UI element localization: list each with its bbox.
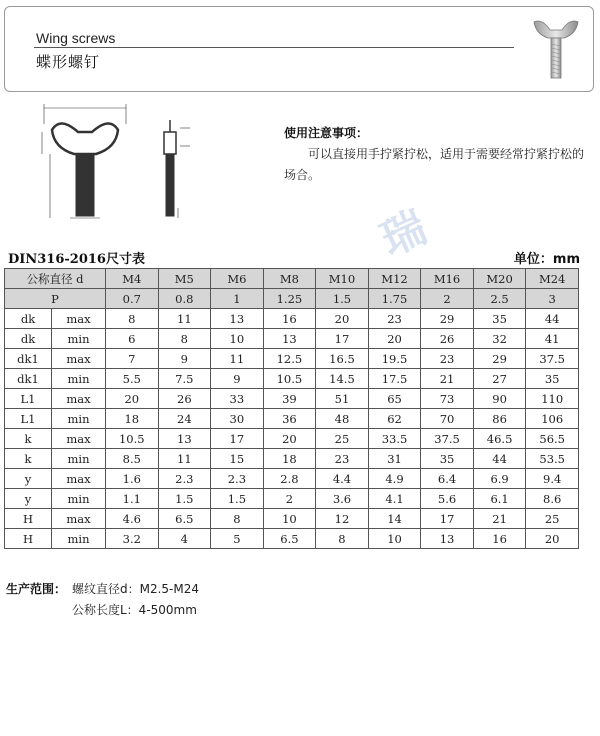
table-cell: 5.6 [421, 489, 474, 509]
table-cell: 15 [211, 449, 264, 469]
table-row [5, 529, 579, 549]
usage-notes-body: 可以直接用手拧紧拧松，适用于需要经常拧紧拧松的场合。 [284, 147, 585, 182]
pitch-value: 1.25 [263, 289, 316, 309]
table-cell: 25 [526, 509, 579, 529]
row-param-label: dk1 [5, 349, 52, 369]
pitch-value: 0.8 [158, 289, 211, 309]
table-cell: 62 [368, 409, 421, 429]
table-cell: 14 [368, 509, 421, 529]
table-cell: 37.5 [421, 429, 474, 449]
row-bound-label: min [52, 449, 106, 469]
table-cell: 17 [316, 329, 369, 349]
row-param-label: k [5, 449, 52, 469]
watermark-text: 瑞 [373, 201, 435, 267]
table-cell: 3.6 [316, 489, 369, 509]
table-cell: 36 [263, 409, 316, 429]
table-cell: 41 [526, 329, 579, 349]
table-cell: 17 [421, 509, 474, 529]
table-cell: 2.8 [263, 469, 316, 489]
table-cell: 44 [526, 309, 579, 329]
nominal-length-range: 公称长度L：4-500mm [72, 603, 197, 617]
table-cell: 23 [316, 449, 369, 469]
table-cell: 7.5 [158, 369, 211, 389]
row-bound-label: max [52, 429, 106, 449]
table-cell: 16 [473, 529, 526, 549]
table-cell: 33 [211, 389, 264, 409]
table-cell: 24 [158, 409, 211, 429]
table-cell: 20 [316, 309, 369, 329]
table-cell: 10 [263, 509, 316, 529]
table-cell: 26 [158, 389, 211, 409]
table-cell: 46.5 [473, 429, 526, 449]
table-cell: 8 [158, 329, 211, 349]
table-cell: 1.6 [106, 469, 159, 489]
table-cell: 35 [421, 449, 474, 469]
header-nominal-diameter: 公称直径 d [5, 269, 106, 289]
row-bound-label: max [52, 469, 106, 489]
table-cell: 106 [526, 409, 579, 429]
table-cell: 29 [473, 349, 526, 369]
row-param-label: y [5, 489, 52, 509]
table-cell: 56.5 [526, 429, 579, 449]
pitch-value: 1 [211, 289, 264, 309]
pitch-value: 3 [526, 289, 579, 309]
header-size-m12: M12 [368, 269, 421, 289]
table-cell: 6.5 [263, 529, 316, 549]
table-cell: 16 [263, 309, 316, 329]
table-cell: 44 [473, 449, 526, 469]
table-cell: 6.5 [158, 509, 211, 529]
table-cell: 48 [316, 409, 369, 429]
table-cell: 18 [106, 409, 159, 429]
table-cell: 11 [211, 349, 264, 369]
table-cell: 23 [368, 309, 421, 329]
pitch-value: 1.75 [368, 289, 421, 309]
header-size-m6: M6 [211, 269, 264, 289]
table-cell: 14.5 [316, 369, 369, 389]
table-pitch-row [5, 289, 579, 309]
table-cell: 9 [211, 369, 264, 389]
row-param-label: y [5, 469, 52, 489]
table-cell: 3.2 [106, 529, 159, 549]
table-cell: 2.3 [158, 469, 211, 489]
table-cell: 73 [421, 389, 474, 409]
table-cell: 16.5 [316, 349, 369, 369]
row-param-label: L1 [5, 389, 52, 409]
table-row [5, 309, 579, 329]
table-cell: 17.5 [368, 369, 421, 389]
table-cell: 33.5 [368, 429, 421, 449]
table-cell: 20 [263, 429, 316, 449]
header-size-m8: M8 [263, 269, 316, 289]
row-bound-label: max [52, 349, 106, 369]
row-param-label: L1 [5, 409, 52, 429]
table-row [5, 409, 579, 429]
wing-screw-photo [530, 16, 582, 82]
header-size-m16: M16 [421, 269, 474, 289]
table-cell: 4.1 [368, 489, 421, 509]
table-cell: 8 [106, 309, 159, 329]
table-cell: 23 [421, 349, 474, 369]
header-size-m5: M5 [158, 269, 211, 289]
table-cell: 65 [368, 389, 421, 409]
table-row [5, 329, 579, 349]
row-bound-label: max [52, 509, 106, 529]
table-row [5, 449, 579, 469]
table-cell: 4 [158, 529, 211, 549]
table-row [5, 509, 579, 529]
table-cell: 9 [158, 349, 211, 369]
table-cell: 5 [211, 529, 264, 549]
table-cell: 26 [421, 329, 474, 349]
table-cell: 13 [211, 309, 264, 329]
header-size-m20: M20 [473, 269, 526, 289]
usage-notes-title: 使用注意事项： [284, 126, 369, 140]
production-range-label: 生产范围： [6, 582, 67, 596]
table-cell: 11 [158, 309, 211, 329]
row-bound-label: min [52, 529, 106, 549]
title-chinese: 蝶形螺钉 [36, 53, 101, 71]
table-cell: 35 [473, 309, 526, 329]
header-panel [4, 6, 594, 92]
table-cell: 8.6 [526, 489, 579, 509]
pitch-value: 2 [421, 289, 474, 309]
table-row [5, 349, 579, 369]
table-cell: 10.5 [263, 369, 316, 389]
table-unit: 单位：mm [513, 252, 580, 267]
table-cell: 13 [421, 529, 474, 549]
row-param-label: H [5, 529, 52, 549]
table-cell: 18 [263, 449, 316, 469]
table-cell: 51 [316, 389, 369, 409]
table-cell: 6.4 [421, 469, 474, 489]
table-cell: 4.9 [368, 469, 421, 489]
table-cell: 20 [368, 329, 421, 349]
table-cell: 4.4 [316, 469, 369, 489]
table-row [5, 469, 579, 489]
table-cell: 6 [106, 329, 159, 349]
table-cell: 1.5 [158, 489, 211, 509]
table-cell: 11 [158, 449, 211, 469]
technical-drawing [30, 102, 210, 226]
table-cell: 53.5 [526, 449, 579, 469]
row-bound-label: max [52, 309, 106, 329]
table-cell: 29 [421, 309, 474, 329]
table-cell: 37.5 [526, 349, 579, 369]
table-cell: 5.5 [106, 369, 159, 389]
pitch-value: 2.5 [473, 289, 526, 309]
table-cell: 21 [421, 369, 474, 389]
table-row [5, 369, 579, 389]
row-param-label: k [5, 429, 52, 449]
table-cell: 13 [263, 329, 316, 349]
row-param-label: H [5, 509, 52, 529]
table-cell: 35 [526, 369, 579, 389]
table-cell: 1.1 [106, 489, 159, 509]
table-cell: 10.5 [106, 429, 159, 449]
table-cell: 86 [473, 409, 526, 429]
table-cell: 20 [106, 389, 159, 409]
table-row [5, 429, 579, 449]
table-cell: 2.3 [211, 469, 264, 489]
table-cell: 20 [526, 529, 579, 549]
table-cell: 12.5 [263, 349, 316, 369]
table-cell: 2 [263, 489, 316, 509]
thread-diameter-range: 螺纹直径d：M2.5-M24 [72, 582, 200, 596]
table-cell: 6.9 [473, 469, 526, 489]
table-cell: 31 [368, 449, 421, 469]
table-cell: 27 [473, 369, 526, 389]
table-cell: 10 [211, 329, 264, 349]
table-cell: 21 [473, 509, 526, 529]
table-cell: 70 [421, 409, 474, 429]
table-cell: 1.5 [211, 489, 264, 509]
table-cell: 10 [368, 529, 421, 549]
table-row [5, 489, 579, 509]
table-cell: 8 [316, 529, 369, 549]
row-bound-label: min [52, 489, 106, 509]
table-cell: 12 [316, 509, 369, 529]
header-size-m10: M10 [316, 269, 369, 289]
dimension-table [4, 268, 579, 549]
table-cell: 13 [158, 429, 211, 449]
title-divider [34, 47, 514, 48]
row-param-label: dk [5, 329, 52, 349]
pitch-label: P [5, 289, 106, 309]
table-cell: 19.5 [368, 349, 421, 369]
row-bound-label: min [52, 329, 106, 349]
row-param-label: dk [5, 309, 52, 329]
table-cell: 4.6 [106, 509, 159, 529]
table-cell: 25 [316, 429, 369, 449]
table-cell: 110 [526, 389, 579, 409]
header-size-m24: M24 [526, 269, 579, 289]
table-cell: 90 [473, 389, 526, 409]
table-cell: 17 [211, 429, 264, 449]
table-cell: 8 [211, 509, 264, 529]
table-cell: 6.1 [473, 489, 526, 509]
table-cell: 32 [473, 329, 526, 349]
table-cell: 7 [106, 349, 159, 369]
row-bound-label: max [52, 389, 106, 409]
table-cell: 8.5 [106, 449, 159, 469]
table-cell: 9.4 [526, 469, 579, 489]
header-size-m4: M4 [106, 269, 159, 289]
row-bound-label: min [52, 409, 106, 429]
row-param-label: dk1 [5, 369, 52, 389]
table-cell: 30 [211, 409, 264, 429]
pitch-value: 1.5 [316, 289, 369, 309]
row-bound-label: min [52, 369, 106, 389]
table-cell: 39 [263, 389, 316, 409]
pitch-value: 0.7 [106, 289, 159, 309]
table-header-row [5, 269, 579, 289]
title-english: Wing screws [36, 30, 116, 46]
table-title: DIN316-2016尺寸表 [8, 252, 145, 267]
table-row [5, 389, 579, 409]
